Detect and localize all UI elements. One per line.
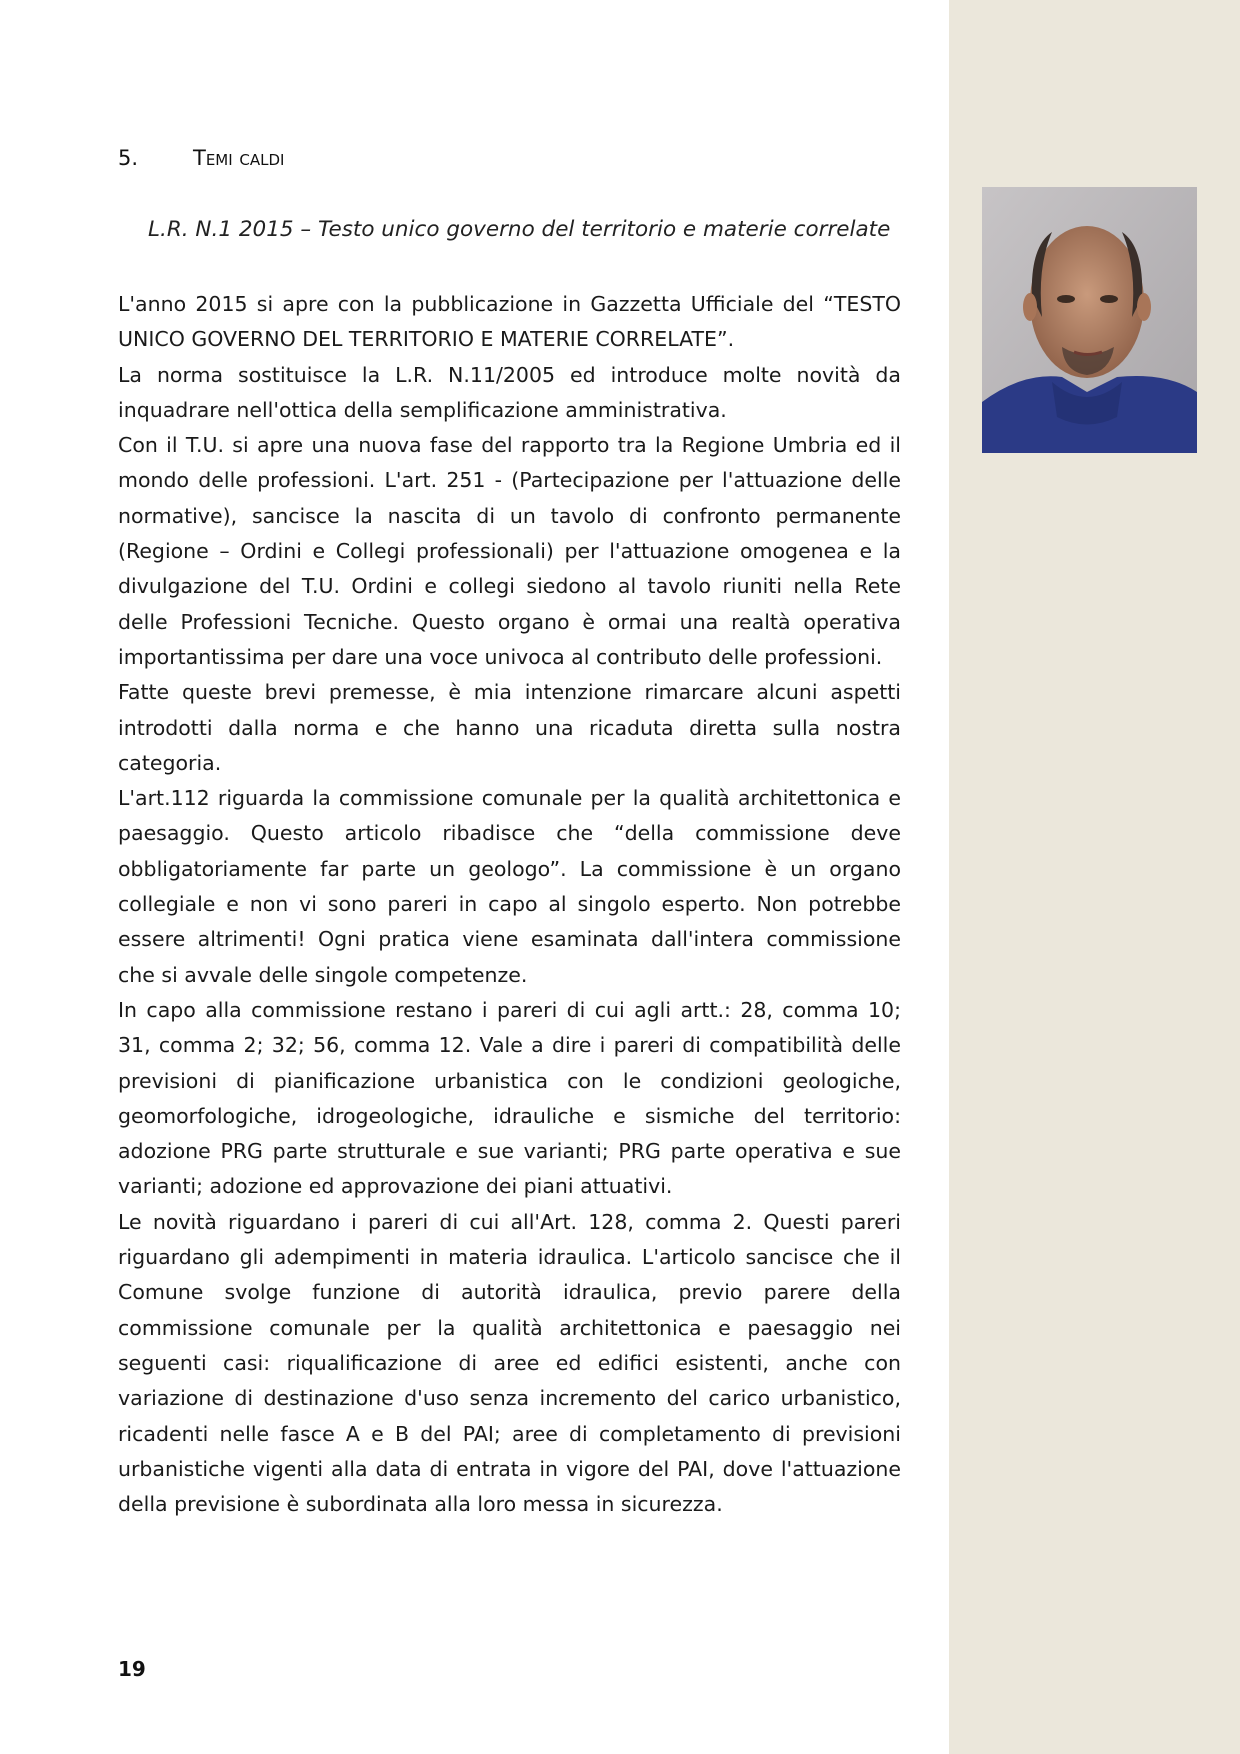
body-text bbox=[118, 287, 901, 1522]
paragraph: L'art.112 riguarda la commissione comunale per la qualità architettonica e paesaggio. Questo articolo ribadisce che “della commissione deve obbligatoriamente far parte un geologo”. La commissione è un organo collegiale e non vi sono pareri in capo al singolo esperto. Non potrebbe essere altrimenti! Ogni pratica viene esaminata dall'intera commissione che si avvale delle singole competenze. bbox=[118, 786, 901, 987]
paragraph: Le novità riguardano i pareri di cui all'Art. 128, comma 2. Questi pareri riguardano gli adempimenti in materia idraulica. L'articolo sancisce che il Comune svolge funzione di autorità idraulica, previo parere della commissione comunale per la qualità architettonica e paesaggio nei seguenti casi: riqualificazione di aree ed edifici esistenti, anche con variazione di destinazione d'uso senza incremento del carico urbanistico, ricadenti nelle fasce A e B del PAI; aree di completamento di previsioni urbanistiche vigenti alla data di entrata in vigore del PAI, dove l'attuazione della previsione è subordinata alla loro messa in sicurezza. bbox=[118, 1209, 901, 1517]
paragraph: L'anno 2015 si apre con la pubblicazione in Gazzetta Ufficiale del “TESTO UNICO GOVERNO DEL TERRITORIO E MATERIE CORRELATE”. bbox=[118, 292, 901, 352]
paragraph: Con il T.U. si apre una nuova fase del rapporto tra la Regione Umbria ed il mondo delle professioni. L'art. 251 - (Partecipazione per l'attuazione delle normative), sancisce la nascita di un tavolo di confronto permanente (Regione – Ordini e Collegi professionali) per l'attuazione omogenea e la divulgazione del T.U. Ordini e collegi siedono al tavolo riuniti nella Rete delle Professioni Tecniche. Questo organo è ormai una realtà operativa importantissima per dare una voce univoca al contributo delle professioni. bbox=[118, 433, 901, 669]
paragraph: In capo alla commissione restano i pareri di cui agli artt.: 28, comma 10; 31, comma 2; 32; 56, comma 12. Vale a dire i pareri di compatibilità delle previsioni di pianificazione urbanistica con le condizioni geologiche, geomorfologiche, idrogeologiche, idrauliche e sismiche del territorio: adozione PRG parte strutturale e sue varianti; PRG parte operativa e sue varianti; adozione ed approvazione dei piani attuativi. bbox=[118, 997, 901, 1199]
paragraph: Fatte queste brevi premesse, è mia intenzione rimarcare alcuni aspetti introdotti dalla norma e che hanno una ricaduta diretta sulla nostra categoria. bbox=[118, 680, 901, 775]
subtitle: L.R. N.1 2015 – Testo unico governo del territorio e materie correlate bbox=[148, 217, 891, 242]
section-number: 5. bbox=[118, 146, 139, 170]
paragraph: La norma sostituisce la L.R. N.11/2005 ed introduce molte novità da inquadrare nell'ottica della semplificazione amministrativa. bbox=[118, 362, 901, 422]
section-heading bbox=[118, 146, 284, 170]
section-title: Temi caldi bbox=[193, 146, 285, 170]
author-photo bbox=[982, 187, 1197, 453]
page-number: 19 bbox=[118, 1657, 146, 1681]
